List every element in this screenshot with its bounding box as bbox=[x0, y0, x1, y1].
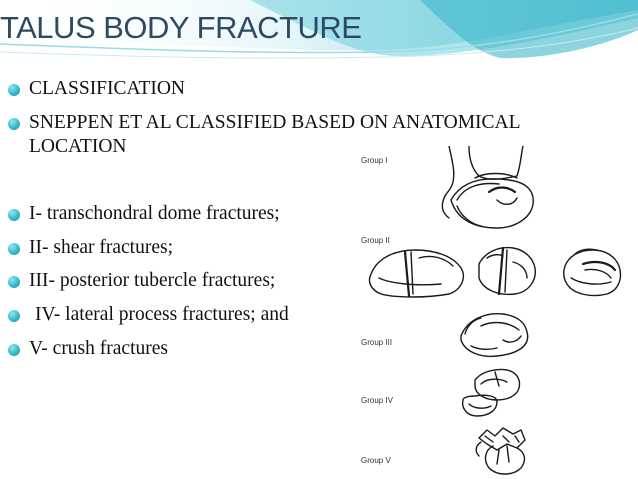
bullet-text: CLASSIFICATION bbox=[29, 78, 186, 99]
bullet-text: IV- lateral process fractures; and bbox=[35, 304, 289, 325]
bullet-text: V- crush fractures bbox=[29, 338, 168, 359]
bullet-dot-icon bbox=[8, 344, 20, 356]
bullet-dot-icon bbox=[8, 310, 20, 322]
group-3-drawing bbox=[461, 314, 528, 357]
bullet-dot-icon bbox=[8, 84, 20, 96]
figure-label-group-3: Group III bbox=[361, 338, 393, 347]
bullet-text: III- posterior tubercle fractures; bbox=[29, 270, 276, 291]
bullet-text: I- transchondral dome fractures; bbox=[29, 203, 280, 224]
group-1-drawing bbox=[442, 146, 533, 228]
bullet-dot-icon bbox=[8, 276, 20, 288]
bullet-dot-icon bbox=[8, 243, 20, 255]
figure-label-group-1: Group I bbox=[361, 156, 388, 165]
group-2-drawing bbox=[369, 248, 620, 297]
slide-title: TALUS BODY FRACTURE bbox=[0, 10, 362, 45]
bullet-dot-icon bbox=[8, 118, 20, 130]
figure-label-group-5: Group V bbox=[361, 456, 391, 465]
talus-fracture-drawings bbox=[357, 146, 638, 479]
group-5-drawing bbox=[476, 428, 525, 474]
bullet-item bbox=[7, 77, 607, 101]
figure-label-group-4: Group IV bbox=[361, 396, 394, 405]
bullet-dot-icon bbox=[8, 209, 20, 221]
figure-label-group-2: Group II bbox=[361, 236, 390, 245]
bullet-text: II- shear fractures; bbox=[29, 237, 173, 258]
group-4-drawing bbox=[463, 369, 520, 416]
bullet-text: SNEPPEN ET AL CLASSIFIED BASED ON ANATOMICAL LOCATION bbox=[29, 112, 520, 157]
classification-figure bbox=[357, 146, 638, 479]
